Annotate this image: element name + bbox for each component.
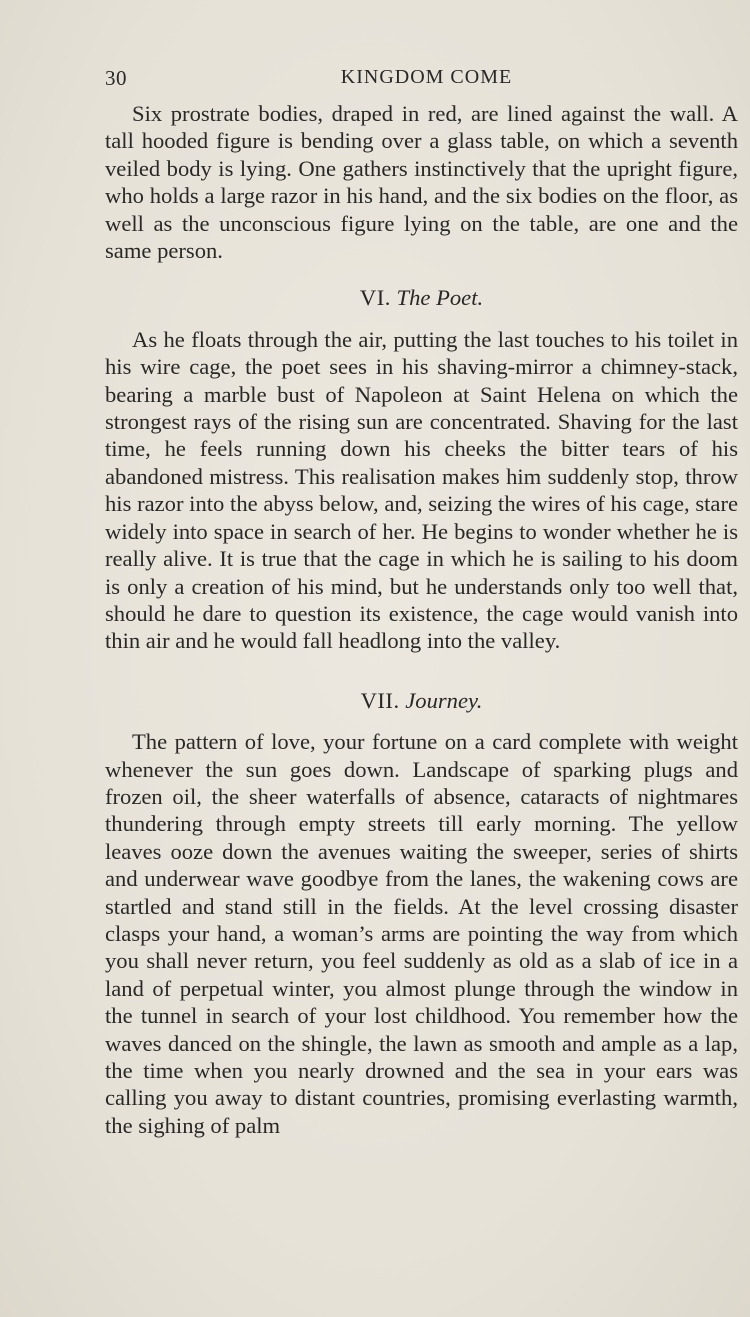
- body-text: [105, 100, 738, 1139]
- section-title: The Poet.: [396, 285, 484, 311]
- paragraph-the-poet: As he floats through the air, putting the last touches to his toilet in his wire cage, the poet sees in his shaving-mirror a chimney-stack, bearing a marble bust of Napoleon at Saint Helena on which the strongest rays of the rising sun are concentrated. Shaving for the last time, he feels running down his cheeks the bitter tears of his abandoned mistress. This realisation makes him suddenly stop, throw his razor into the abyss below, and, seizing the wires of his cage, stare widely into space in search of her. He begins to wonder whether he is really alive. It is true that the cage in which he is sailing to his doom is only a creation of his mind, but he understands only too well that, should he dare to question its existence, the cage would vanish into thin air and he would fall headlong into the valley.: [105, 326, 738, 654]
- running-head: [105, 66, 740, 96]
- section-heading-vii: [105, 687, 738, 714]
- page-number: 30: [105, 66, 127, 90]
- running-title: KINGDOM COME: [340, 66, 513, 88]
- section-numeral: VII.: [360, 687, 400, 713]
- section-title: Journey.: [405, 687, 483, 713]
- paragraph-section-v-continued: Six prostrate bodies, draped in red, are lined against the wall. A tall hooded figure is bending over a glass table, on which a seventh veiled body is lying. One gathers instinctively that the upright figure, who holds a large razor in his hand, and the six bodies on the floor, as well as the unconscious figure lying on the table, are one and the same person.: [105, 101, 738, 264]
- paragraph-journey: The pattern of love, your fortune on a card complete with weight whenever the sun goes down. Landscape of sparking plugs and frozen oil, the sheer waterfalls of absence, cataracts of nightmares thundering through empty streets till early morning. The yellow leaves ooze down the avenues waiting the sweeper, series of shirts and underwear wave goodbye from the lanes, the wakening cows are startled and stand still in the fields. At the level crossing disaster clasps your hand, a woman’s arms are pointing the way from which you shall never return, you feel suddenly as old as a slab of ice in a land of perpetual winter, you almost plunge through the window in the tunnel in search of your lost childhood. You remember how the waves danced on the shingle, the lawn as smooth and ample as a lap, the time when you nearly drowned and the sea in your ears was calling you away to distant countries, promising everlasting warmth, the sighing of palm: [105, 729, 738, 1138]
- section-numeral: VI.: [359, 285, 391, 311]
- section-heading-vi: [105, 284, 738, 311]
